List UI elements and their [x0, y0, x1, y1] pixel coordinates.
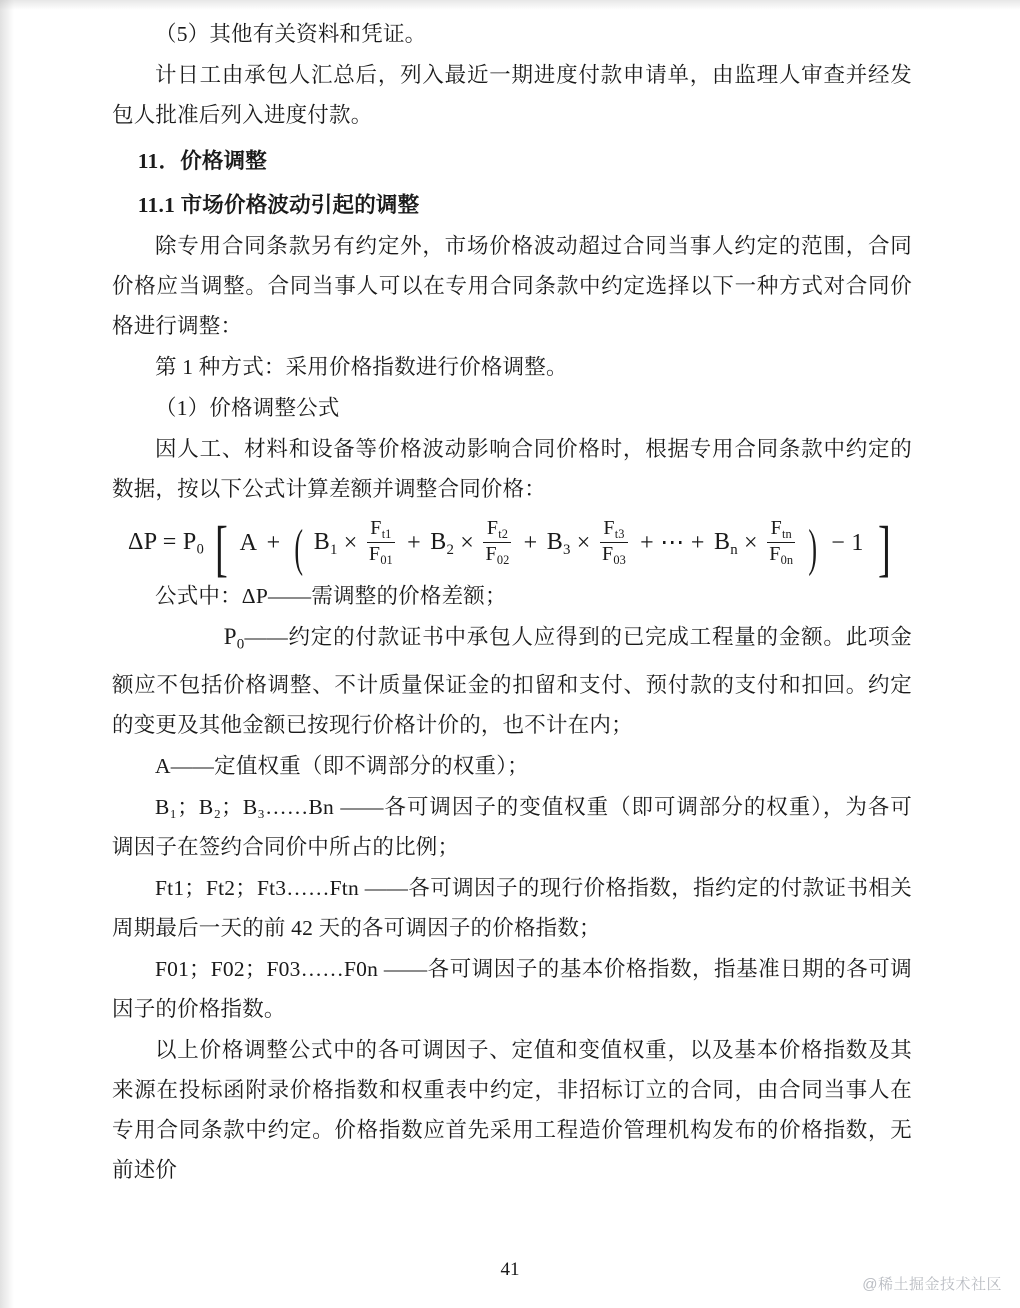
formula-term-2-num-sub: t2 [498, 526, 508, 541]
formula-minus-one: − 1 [831, 530, 864, 557]
formula-plus-2: + [407, 530, 421, 557]
formula-term-1-num-text: F [370, 517, 382, 539]
formula-term-2-den-text: F [485, 542, 497, 565]
formula-term-3-times: × [576, 530, 591, 557]
formula-term-1-numerator [367, 518, 395, 543]
definition-f0-index: F01；F02；F03……F0n ——各可调因子的基本价格指数，指基准日期的各可调因子的价格指数。 [112, 956, 912, 1021]
formula-ellipsis: + ⋯ + [640, 530, 705, 557]
formula-term-3-denominator [600, 543, 628, 567]
formula-term-n-num-sub: tn [782, 526, 792, 541]
paragraph-formula-item: （1）价格调整公式 [155, 396, 340, 420]
paragraph-other-materials: （5）其他有关资料和凭证。 [155, 22, 427, 46]
price-adjustment-formula [112, 514, 912, 583]
formula-term-2-denominator [483, 543, 511, 567]
formula-term-3-den-sub: 03 [613, 552, 626, 567]
paragraph-formula-intro: 因人工、材料和设备等价格波动影响合同价格时，根据专用合同条款中约定的数据，按以下公式计算差额并调整合同价格： [112, 437, 912, 501]
formula-term-n-den-sub: 0n [780, 552, 794, 567]
formula-lhs [128, 530, 204, 557]
formula-open-paren: ( [294, 519, 303, 577]
paragraph-adjustment-scope: 除专用合同条款另有约定外，市场价格波动超过合同当事人约定的范围，合同价格应当调整。合同当事人可以在专用合同条款中约定选择以下一种方式对合同价格进行调整： [112, 234, 912, 338]
formula-open-bracket: [ [215, 514, 229, 583]
formula-term-n-den-text: F [769, 542, 781, 565]
formula-close-paren: ) [808, 519, 818, 577]
formula-term-2-coef [430, 530, 454, 558]
formula-term-1-coef-text: B [313, 528, 331, 555]
formula-plus-3: + [523, 530, 538, 557]
watermark: @稀土掘金技术社区 [862, 1276, 1002, 1293]
formula-lhs-text: ΔP = P [128, 529, 197, 556]
formula-term-1-den-sub: 01 [380, 552, 393, 567]
formula-term-1-times: × [343, 530, 358, 557]
formula-term-3-numerator [600, 518, 628, 543]
definition-p0-text: ——约定的付款证书中承包人应得到的已完成工程量的金额。此项金额应不包括价格调整、不计质量保证金的扣留和支付、预付款的支付和扣回。约定的变更及其他金额已按现行价格计价的，也不计在内； [112, 625, 912, 737]
section-heading-price-adjustment: 11．价格调整 [137, 149, 268, 173]
formula-term-3-coef [547, 530, 571, 558]
definition-p0-symbol: P [223, 624, 237, 650]
formula-term-3-fraction [600, 518, 628, 567]
formula-term-2-times: × [460, 530, 475, 557]
formula-term-3-den-text: F [601, 542, 614, 565]
formula-term-1-coef-sub: 1 [330, 541, 338, 558]
page-number: 41 [500, 1259, 520, 1280]
formula-expression [128, 514, 896, 583]
document-body [112, 14, 912, 1191]
paragraph-index-source: 以上价格调整公式中的各可调因子、定值和变值权重，以及基本价格指数及其来源在投标函附录价格指数和权重表中约定，非招标订立的合同，由合同当事人在专用合同条款中约定。价格指数应首先采用工程造价管理机构发布的价格指数，无前述价 [112, 1037, 912, 1182]
formula-term-2-coef-sub: 2 [446, 541, 454, 558]
formula-term-2-fraction [483, 518, 511, 567]
subsection-heading-market-fluctuation: 11.1 市场价格波动引起的调整 [137, 193, 420, 217]
page-edge-shadow-left [0, 0, 14, 1308]
formula-term-n-coef-sub: n [730, 541, 738, 558]
formula-term-1-den-text: F [368, 542, 381, 565]
formula-term-n-coef [714, 530, 738, 558]
page-edge-shadow-top [0, 0, 1020, 10]
definition-p0-subscript: 0 [236, 636, 245, 653]
definition-a: A——定值权重（即不调部分的权重）； [155, 753, 529, 778]
formula-term-1-fraction [367, 518, 395, 567]
formula-term-1-num-sub: t1 [381, 526, 392, 541]
formula-term-n-coef-text: B [713, 528, 731, 555]
formula-term-3-num-text: F [603, 517, 615, 539]
formula-term-2-numerator [483, 518, 511, 543]
definition-ft-index: Ft1；Ft2；Ft3……Ftn ——各可调因子的现行价格指数，指约定的付款证书相关周期最后一天的前 42 天的各可调因子的价格指数； [112, 875, 912, 940]
definition-b-weights: B₁；B₂；B₃……Bn ——各可调因子的变值权重（即可调部分的权重），为各可调因子在签约合同价中所占的比例； [112, 794, 912, 859]
formula-term-1-coef [314, 530, 338, 558]
formula-lhs-subscript: 0 [196, 541, 205, 558]
formula-term-n-numerator [767, 518, 795, 543]
formula-term-2-num-text: F [486, 517, 499, 539]
formula-term-n-denominator [767, 543, 795, 567]
formula-close-bracket: ] [878, 514, 892, 583]
definition-p0 [112, 617, 912, 745]
formula-term-1-denominator [367, 543, 395, 567]
formula-term-3-coef-sub: 3 [563, 541, 571, 558]
paragraph-method-one: 第 1 种方式：采用价格指数进行价格调整。 [155, 355, 568, 379]
formula-term-n-fraction [767, 518, 795, 567]
formula-term-n-times: × [744, 530, 758, 557]
formula-term-n-num-text: F [770, 517, 783, 539]
paragraph-daywork-summary: 计日工由承包人汇总后，列入最近一期进度付款申请单，由监理人审查并经发包人批准后列入进度付款。 [112, 63, 912, 127]
formula-term-3-num-sub: t3 [614, 526, 625, 541]
formula-term-2-coef-text: B [430, 528, 447, 555]
formula-a-term: A [239, 530, 258, 557]
formula-plus-1: + [266, 530, 281, 557]
formula-term-3-coef-text: B [546, 528, 564, 555]
definition-delta-p: 公式中：ΔP——需调整的价格差额； [155, 584, 507, 609]
formula-term-2-den-sub: 02 [496, 552, 510, 567]
